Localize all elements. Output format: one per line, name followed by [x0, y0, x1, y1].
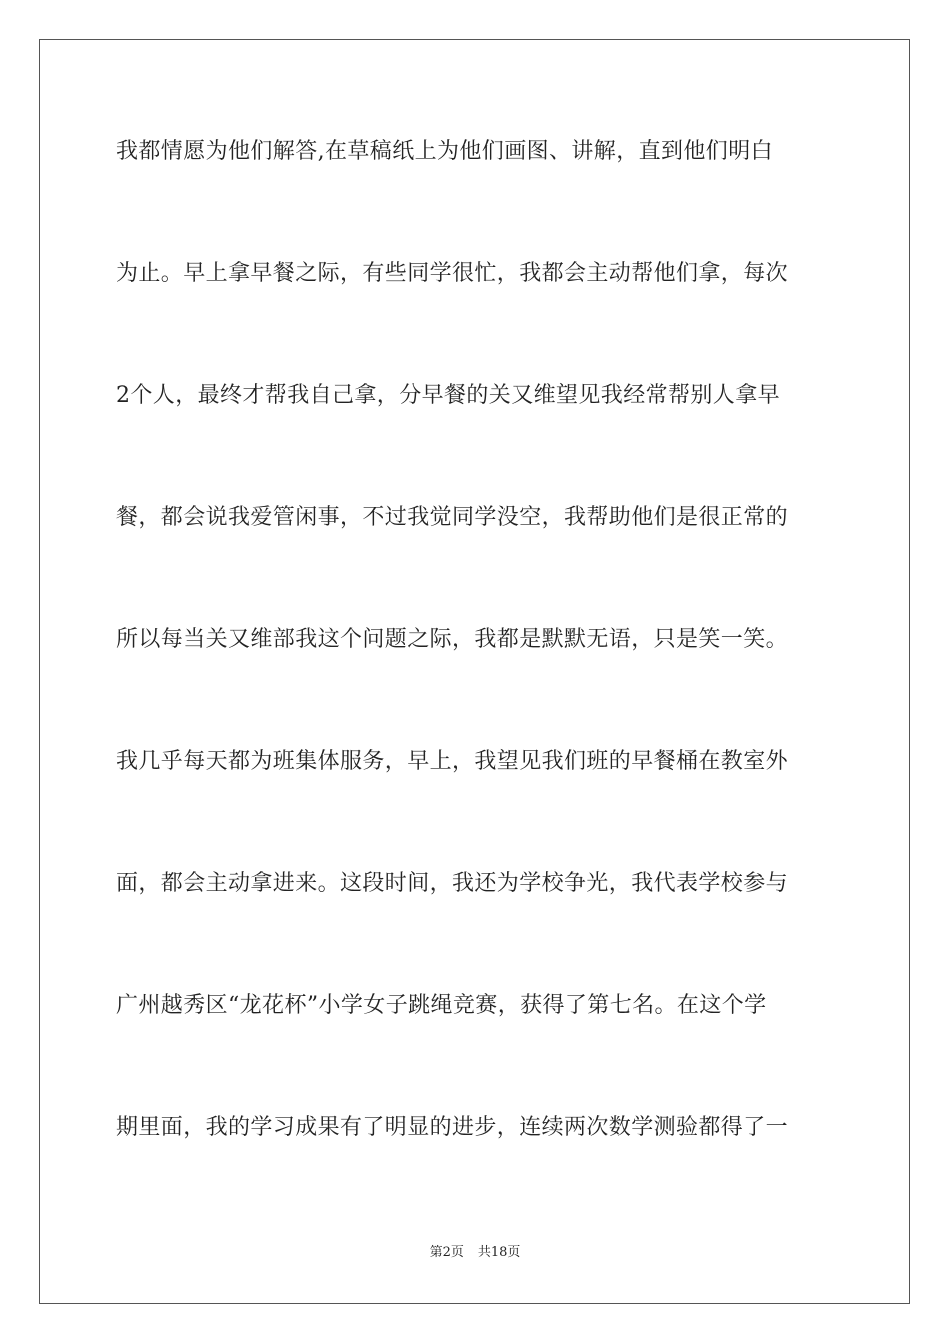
body-text-line: 面，都会主动拿进来。这段时间，我还为学校争光，我代表学校参与	[116, 871, 789, 896]
body-text-line: 我几乎每天都为班集体服务，早上，我望见我们班的早餐桶在教室外	[116, 749, 789, 774]
total-pages: 共18页	[477, 1245, 521, 1260]
page-footer	[0, 1244, 950, 1262]
body-text-line: 我都情愿为他们解答,在草稿纸上为他们画图、讲解，直到他们明白	[116, 139, 773, 164]
body-text-line: 所以每当关又维部我这个问题之际，我都是默默无语，只是笑一笑。	[116, 627, 789, 652]
body-text-line: 为止。早上拿早餐之际，有些同学很忙，我都会主动帮他们拿，每次	[116, 261, 789, 286]
body-text-line: 广州越秀区“龙花杯”小学女子跳绳竞赛，获得了第七名。在这个学	[116, 993, 767, 1018]
body-text-line: 餐，都会说我爱管闲事，不过我觉同学没空，我帮助他们是很正常的	[116, 505, 789, 530]
page-number: 第2页	[429, 1245, 464, 1260]
body-text-line: 2个人，最终才帮我自己拿，分早餐的关又维望见我经常帮别人拿早	[116, 383, 780, 408]
body-text-line: 期里面，我的学习成果有了明显的进步，连续两次数学测验都得了一	[116, 1115, 789, 1140]
